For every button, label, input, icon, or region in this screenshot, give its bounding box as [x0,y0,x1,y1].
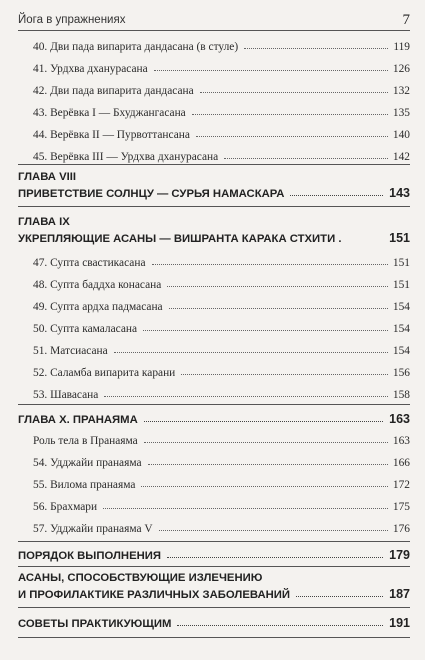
leader-dots [167,548,383,558]
toc-entry [33,40,410,58]
leader-dots [159,521,388,531]
toc-entry [33,62,410,80]
toc-entry-title: 55. Вилома пранаяма [33,479,136,491]
section-rule [18,637,410,638]
toc-entry-title: 51. Матсиасана [33,345,108,357]
toc-entry-page: 158 [392,389,410,401]
toc-entry-page: 154 [392,323,410,335]
chapter-label: ГЛАВА IX [18,216,70,228]
toc-entry-title: 52. Саламба випарита карани [33,367,176,379]
leader-dots [290,186,383,196]
section-rule [18,164,410,165]
toc-entry [33,500,410,518]
toc-entry [33,106,410,124]
leader-dots [114,343,388,353]
leader-dots [167,277,388,287]
order-heading [18,548,410,563]
toc-entry-title: 45. Верёвка III — Урдхва дханурасана [33,151,219,163]
chapter-page: 163 [389,412,410,426]
toc-entry-title: 47. Супта свастикасана [33,257,146,269]
leader-dots [148,455,388,465]
section-rule [18,566,410,567]
leader-dots [169,299,388,309]
section-rule [18,607,410,608]
section-page: 179 [389,548,410,562]
leader-dots [144,433,388,443]
leader-dots [224,149,388,159]
section-title-line-1: АСАНЫ, СПОСОБСТВУЮЩИЕ ИЗЛЕЧЕНИЮ [18,572,263,584]
toc-entry-title: 40. Дви пада випарита дандасана (в стуле) [33,41,239,53]
toc-entry-page: 175 [392,501,410,513]
section-page: 187 [389,587,410,601]
toc-entry-title: 41. Урдхва дханурасана [33,63,148,75]
toc-entry-page: 135 [392,107,410,119]
leader-dots [347,232,383,241]
chapter-8-heading [18,171,410,201]
toc-entry-title: Роль тела в Пранаяма [33,435,138,447]
toc-entry-page: 156 [392,367,410,379]
toc-entry [33,128,410,146]
toc-entry [33,478,410,496]
chapter-10-heading [18,412,410,427]
toc-entry [33,300,410,318]
toc-entry-page: 151 [392,279,410,291]
leader-dots [103,499,388,509]
toc-entry-page: 154 [392,345,410,357]
toc-entry [33,150,410,168]
toc-entry-title: 56. Брахмари [33,501,98,513]
chapter-page: 143 [389,186,410,200]
toc-entry-page: 126 [392,63,410,75]
section-title: ПОРЯДОК ВЫПОЛНЕНИЯ [18,550,162,562]
toc-entry-title: 49. Супта ардха падмасана [33,301,163,313]
leader-dots [152,255,388,265]
section-rule [18,404,410,405]
toc-entry-title: 57. Удджайи пранаяма V [33,523,153,535]
chapter-title: ГЛАВА X. ПРАНАЯМА [18,414,138,426]
chapter-9-heading [18,216,410,246]
header-rule [18,30,410,31]
leader-dots [154,61,388,71]
toc-entry-page: 151 [392,257,410,269]
advice-heading [18,616,410,631]
toc-entry-title: 42. Дви пада випарита дандасана [33,85,194,97]
healing-heading [18,572,410,602]
toc-entry-title: 44. Верёвка II — Пурвоттансана [33,129,190,141]
leader-dots [200,83,388,93]
toc-entry [33,434,410,452]
toc-entry-title: 43. Верёвка I — Бхуджангасана [33,107,186,119]
toc-entry-page: 163 [392,435,410,447]
chapter-title: ПРИВЕТСТВИЕ СОЛНЦУ — СУРЬЯ НАМАСКАРА [18,188,285,200]
toc-entry-page: 142 [392,151,410,163]
leader-dots [141,477,388,487]
toc-entry-page: 176 [392,523,410,535]
toc-entry [33,366,410,384]
section-rule [18,206,410,207]
leader-dots [181,365,388,375]
section-rule [18,541,410,542]
running-head [18,12,410,32]
leader-dots [177,616,383,626]
leader-dots [144,412,383,422]
section-title: СОВЕТЫ ПРАКТИКУЮЩИМ [18,618,172,630]
toc-entry-page: 132 [392,85,410,97]
toc-entry-page: 140 [392,129,410,141]
toc-entry-title: 53. Шавасана [33,389,99,401]
toc-entry-page: 154 [392,301,410,313]
leader-dots [143,321,388,331]
toc-entry-page: 166 [392,457,410,469]
toc-entry [33,456,410,474]
toc-entry [33,322,410,340]
toc-entry [33,256,410,274]
toc-entry [33,278,410,296]
toc-entry-page: 119 [393,41,410,53]
toc-entry-page: 172 [392,479,410,491]
leader-dots [196,127,388,137]
running-head-title: Йога в упражнениях [18,14,126,26]
toc-entry-title: 48. Супта баддха конасана [33,279,162,291]
leader-dots [192,105,388,115]
section-title-line-2: И ПРОФИЛАКТИКЕ РАЗЛИЧНЫХ ЗАБОЛЕВАНИЙ [18,589,291,601]
leader-dots [104,387,388,397]
toc-entry [33,522,410,540]
toc-entry-title: 54. Удджайи пранаяма [33,457,142,469]
page-number: 7 [402,12,410,28]
chapter-label: ГЛАВА VIII [18,171,77,183]
leader-dots [244,39,388,49]
leader-dots [296,587,383,597]
chapter-title: УКРЕПЛЯЮЩИЕ АСАНЫ — ВИШРАНТА КАРАКА СТХИТИ . [18,233,342,245]
toc-entry-title: 50. Супта камаласана [33,323,138,335]
toc-entry [33,84,410,102]
section-page: 191 [389,616,410,630]
chapter-page: 151 [389,231,410,245]
toc-entry [33,344,410,362]
